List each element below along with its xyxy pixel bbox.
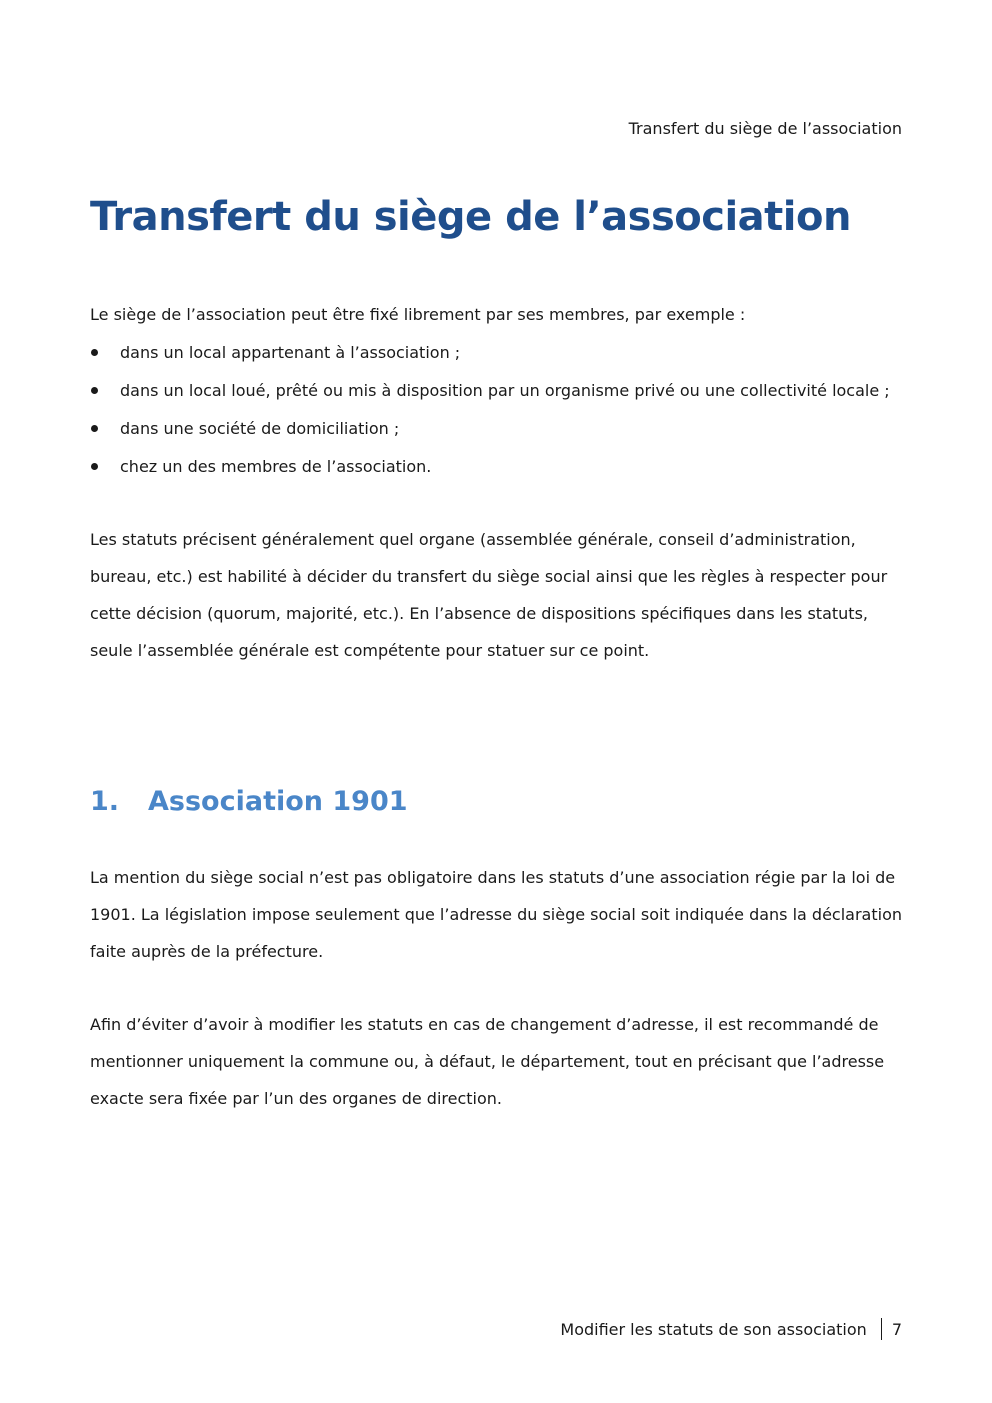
list-item-text: dans un local appartenant à l’association ; [120,343,461,362]
page-footer [560,1318,902,1340]
section-paragraph: Afin d’éviter d’avoir à modifier les statuts en cas de changement d’adresse, il est recommandé de mentionner uniquement la commune ou, à défaut, le département, tout en précisant que l’adresse exacte sera fixée par l’un des organes de direction. [90,1015,885,1108]
section-heading [90,786,408,817]
bullet-icon [91,387,98,394]
bullet-icon [91,463,98,470]
bullet-list [90,334,890,486]
section-paragraph: La mention du siège social n’est pas obligatoire dans les statuts d’une association régie par la loi de 1901. La législation impose seulement que l’adresse du siège social soit indiquée dans la déclaration faite auprès de la préfecture. [90,868,902,961]
list-item [90,410,890,448]
footer-doc-title: Modifier les statuts de son association [560,1319,867,1339]
section-number: 1. [90,786,120,817]
bullet-icon [91,349,98,356]
list-item [90,334,890,372]
statuts-paragraph: Les statuts précisent généralement quel organe (assemblée générale, conseil d’administration, bureau, etc.) est habilité à décider du transfert du siège social ainsi que les règles à respecter pour cette décision (quorum, majorité, etc.). En l’absence de dispositions spécifiques dans les statuts, seule l’assemblée générale est compétente pour statuer sur ce point. [90,530,888,660]
list-item-text: dans un local loué, prêté ou mis à disposition par un organisme privé ou une collectivité locale ; [120,381,890,400]
bullet-icon [91,425,98,432]
list-item [90,448,890,486]
intro-paragraph: Le siège de l’association peut être fixé librement par ses membres, par exemple : [90,305,746,324]
page-title: Transfert du siège de l’association [90,194,851,240]
list-item [90,372,890,410]
running-header: Transfert du siège de l’association [628,119,902,138]
page-number: 7 [891,1319,902,1339]
section-title: Association 1901 [148,786,408,817]
list-item-text: dans une société de domiciliation ; [120,419,400,438]
footer-divider [881,1318,882,1340]
list-item-text: chez un des membres de l’association. [120,457,432,476]
